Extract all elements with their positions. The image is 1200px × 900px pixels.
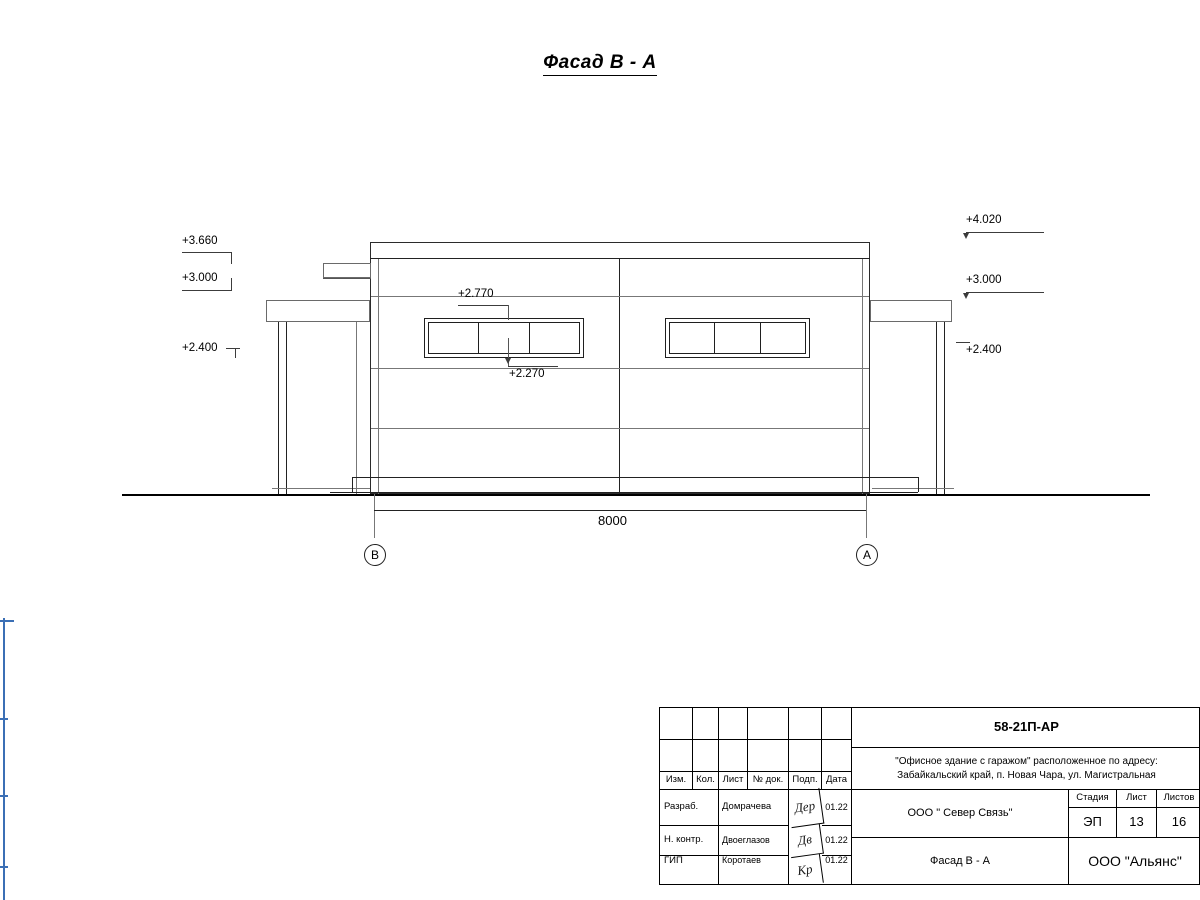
window-pane [429,323,479,353]
title-block [659,707,1200,885]
dimension-line-width [374,510,866,511]
level-label-left-3660: +3.660 [182,235,218,247]
stamp-designer-company: ООО " Север Связь" [852,790,1069,838]
left-roof-projection [323,263,371,278]
window-pane [670,323,715,353]
stamp-role-razrab: Разраб. [660,790,719,826]
left-roof-edge [323,278,371,279]
stamp-stage-header: Стадия [1069,790,1117,808]
sheet-border-left-tick-2 [0,718,8,720]
sheet-border-left-tick-4 [0,866,8,868]
stamp-object-line-1: "Офисное здание с гаражом" расположенное по адресу: [895,756,1158,767]
plinth-right-edge [918,477,919,492]
window-left [424,318,584,358]
pilaster-right [862,259,863,494]
sheet-border-left-tick-3 [0,795,8,797]
stamp-name-gip: Коротаев [719,856,789,885]
level-line-left-3660 [182,252,232,253]
level-line-right-2400 [956,342,970,343]
axis-extension-right [866,494,867,538]
axis-extension-left [374,494,375,538]
plinth-bottom [330,492,918,493]
stamp-name-nkontr: Двоеглазов [719,826,789,856]
level-label-right-4020: +4.020 [966,214,1002,226]
stamp-sheets-value: 16 [1157,808,1200,838]
plinth-left-edge [352,477,353,492]
stamp-date-razrab: 01.22 [822,790,852,826]
stamp-signature-nkontr: Дв [787,824,824,858]
drawing-title-text: Фасад В - А [543,52,656,76]
window-right [665,318,810,358]
level-line-right-4020 [966,232,1044,233]
revision-blank-cell [789,708,822,740]
stamp-role-nkontr: Н. контр. [660,826,719,856]
left-wing-column-outer [278,322,279,494]
stamp-signature-razrab: Дер [787,788,825,828]
pilaster-left [378,259,379,494]
level-label-right-2400: +2.400 [966,344,1002,356]
level-tick-left-3000 [231,278,232,290]
axis-marker-left-label: В [370,548,379,562]
revision-blank-cell [822,708,852,740]
right-wing-column-outer [944,322,945,494]
stamp-date-gip: 01.22 [822,856,852,885]
revision-blank-cell [660,708,693,740]
stamp-sheet-header: Лист [1117,790,1157,808]
window-pane [715,323,760,353]
revision-blank-cell [719,740,748,772]
dimension-value-width: 8000 [598,513,627,528]
level-label-right-3000: +3.000 [966,274,1002,286]
column-header-data: Дата [822,772,852,790]
level-arrow-center-2270 [505,358,511,364]
column-header-izm: Изм. [660,772,693,790]
stamp-sheet-value: 13 [1117,808,1157,838]
stamp-object-line-2: Забайкальский край, п. Новая Чара, ул. Магистральная [897,769,1156,781]
level-tick-left-3660 [231,252,232,264]
stamp-object-description [852,748,1200,790]
revision-blank-cell [822,740,852,772]
stamp-sheets-header: Листов [1157,790,1200,808]
revision-blank-cell [748,740,789,772]
sheet-border-left-vertical [3,618,5,900]
right-wing-column-inner [936,322,937,494]
ground-line [122,494,1150,496]
level-label-left-3000: +3.000 [182,272,218,284]
left-wing-canopy [266,300,370,322]
panel-joint-1 [371,296,869,297]
window-pane [479,323,529,353]
level-line-center-2770 [458,305,508,306]
level-leader-center-2770 [508,305,509,320]
window-pane [761,323,805,353]
stamp-sheet-name: Фасад В - А [852,838,1069,885]
level-tick-left-2400 [235,348,236,358]
stamp-date-nkontr: 01.22 [822,826,852,856]
facade-bay-divider [619,258,620,494]
revision-blank-cell [719,708,748,740]
revision-blank-cell [789,740,822,772]
axis-marker-right [856,544,878,566]
level-label-center-2270: +2.270 [509,368,545,380]
stamp-owner-company: ООО "Альянс" [1088,852,1182,869]
column-header-ndok: № док. [748,772,789,790]
panel-joint-2 [371,368,869,369]
axis-marker-right-label: А [862,548,871,562]
revision-blank-cell [748,708,789,740]
right-wing-base [872,488,954,489]
level-label-center-2770: +2.770 [458,288,494,300]
level-arrow-right-4020 [963,233,969,239]
column-header-list: Лист [719,772,748,790]
level-line-center-2270 [508,366,558,367]
stamp-doc-number: 58-21П-АР [852,708,1200,748]
column-header-podp: Подп. [789,772,822,790]
window-right-sashes [669,322,806,354]
parapet-line [370,258,870,259]
stamp-role-gip: ГИП [660,856,719,885]
column-header-kol: Кол. [693,772,719,790]
level-label-left-2400: +2.400 [182,342,218,354]
right-wing-canopy [870,300,952,322]
level-arrow-right-3000 [963,293,969,299]
revision-blank-cell [693,740,719,772]
stamp-stage-value: ЭП [1069,808,1117,838]
level-line-left-3000 [182,290,232,291]
window-pane [530,323,579,353]
axis-marker-left [364,544,386,566]
sheet-border-left-tick-1 [0,620,14,622]
left-wing-wall [356,322,357,494]
stamp-signature-gip: Кр [787,854,824,887]
panel-joint-3 [371,428,869,429]
revision-blank-cell [693,708,719,740]
window-left-sashes [428,322,580,354]
drawing-title [0,52,1200,74]
level-line-left-2400 [226,348,240,349]
left-wing-column-inner [286,322,287,494]
level-line-right-3000 [966,292,1044,293]
revision-blank-cell [660,740,693,772]
left-wing-base [272,488,370,489]
stamp-name-razrab: Домрачева [719,790,789,826]
plinth-top [352,477,918,478]
